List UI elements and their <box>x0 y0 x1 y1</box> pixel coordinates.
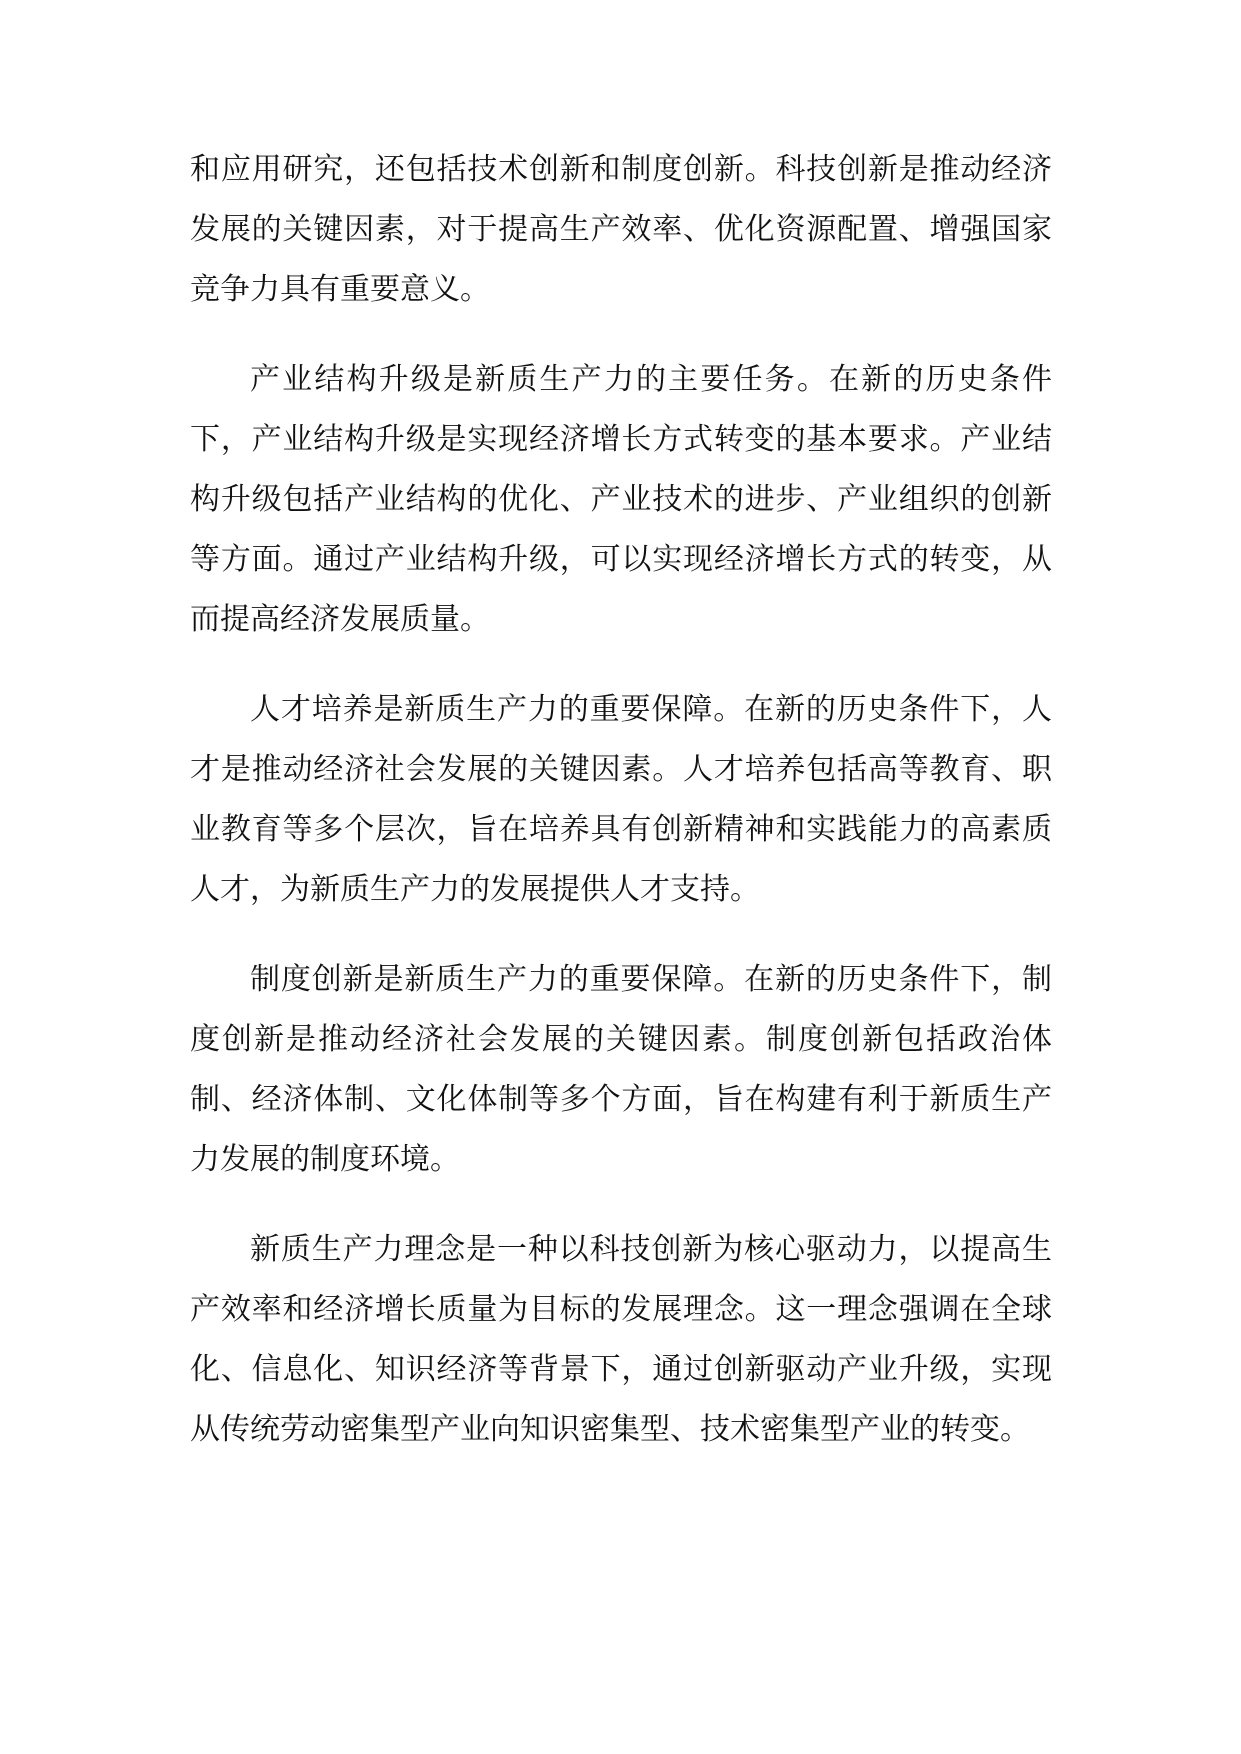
paragraph-industrial-upgrade: 产业结构升级是新质生产力的主要任务。在新的历史条件下，产业结构升级是实现经济增长方式转变的基本要求。产业结构升级包括产业结构的优化、产业技术的进步、产业组织的创新等方面。通过产业结构升级，可以实现经济增长方式的转变，从而提高经济发展质量。 <box>190 362 1052 637</box>
paragraph-new-productivity-concept: 新质生产力理念是一种以科技创新为核心驱动力，以提高生产效率和经济增长质量为目标的发展理念。这一理念强调在全球化、信息化、知识经济等背景下，通过创新驱动产业升级，实现从传统劳动密集型产业向知识密集型、技术密集型产业的转变。 <box>190 1232 1052 1447</box>
paragraph-continuation: 和应用研究，还包括技术创新和制度创新。科技创新是推动经济发展的关键因素，对于提高生产效率、优化资源配置、增强国家竞争力具有重要意义。 <box>190 152 1052 307</box>
paragraph-talent-cultivation: 人才培养是新质生产力的重要保障。在新的历史条件下，人才是推动经济社会发展的关键因素。人才培养包括高等教育、职业教育等多个层次，旨在培养具有创新精神和实践能力的高素质人才，为新质生产力的发展提供人才支持。 <box>190 692 1052 907</box>
document-body <box>190 140 1052 1460</box>
paragraph-institutional-innovation: 制度创新是新质生产力的重要保障。在新的历史条件下，制度创新是推动经济社会发展的关键因素。制度创新包括政治体制、经济体制、文化体制等多个方面，旨在构建有利于新质生产力发展的制度环境。 <box>190 962 1052 1177</box>
